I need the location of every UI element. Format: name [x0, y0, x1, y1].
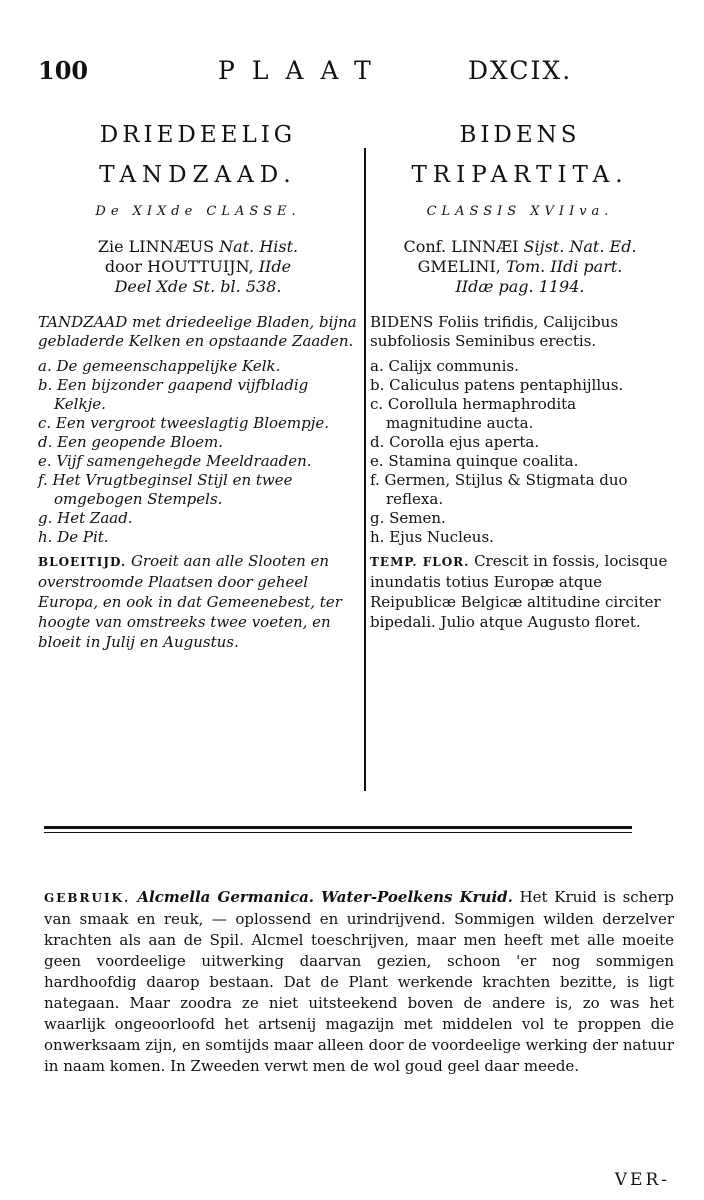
list-item: f. Germen, Stijlus & Stigmata duo reflexa.	[370, 471, 628, 508]
latin-ref-2b: Tom. IIdi part.	[505, 257, 623, 276]
dutch-class: De XIXde CLASSE.	[95, 204, 301, 219]
dutch-ref-2a: door HOUTTUIJN,	[104, 257, 259, 276]
page-header	[38, 56, 658, 92]
list-item: f. Het Vrugtbeginsel Stijl en twee omgebogen Stempels.	[38, 471, 293, 508]
latin-column	[370, 122, 670, 632]
usage-label: GEBRUIK.	[44, 891, 131, 905]
section-rule-thick	[44, 826, 632, 829]
dutch-flowering	[38, 551, 358, 652]
latin-flowering-label: TEMP. FLOR.	[370, 555, 470, 569]
list-item: c. Corollula hermaphrodita magnitudine aucta.	[370, 395, 577, 432]
catchword: VER-	[614, 1170, 670, 1190]
latin-ref-3: IIdæ pag. 1194.	[455, 277, 585, 296]
dutch-ref-1b: Nat. Hist.	[219, 237, 299, 256]
latin-title-line1: BIDENS	[459, 122, 581, 148]
dutch-ref-2b: IIde	[258, 257, 292, 276]
dutch-title-line1: DRIEDEELIG	[99, 122, 297, 148]
dutch-ref-1a: Zie LINNÆUS	[97, 237, 220, 256]
plate-number: DXCIX.	[468, 56, 573, 85]
list-item: a. De gemeenschappelijke Kelk.	[38, 357, 281, 375]
list-item: e. Vijf samengehegde Meeldraaden.	[38, 452, 312, 470]
usage-text: Het Kruid is scherp van smaak en reuk, — oplossend en urindrijvend. Sommigen wilden derzelver krachten als aan de Spil. Alcmel toeschrijven, maar men heeft met alle moeite geen voordeelige uitwerking daarvan gezien, schoon 'er nog sommigen hardhoofdig daarop bestaan. Dat de Plant werkende krachten bezitte, is ligt nategaan. Maar zoodra ze niet uitsteekend boven de andere is, zo was het waarlijk ongeoorloofd het artsenij magazijn met middelen vol te proppen die onwerksaam zijn, en somtijds maar alleen door de voordeelige werking der natuur in naam komen. In Zweeden verwt men de wol goud geel daar meede.	[44, 888, 674, 1075]
usage-paragraph	[44, 887, 674, 1077]
latin-class: CLASSIS XVIIva.	[426, 204, 614, 219]
column-divider	[364, 148, 366, 791]
latin-title-line2: TRIPARTITA.	[411, 162, 629, 188]
latin-ref-1a: Conf. LINNÆI	[403, 237, 524, 256]
dutch-flowering-text: Groeit aan alle Slooten en overstroomde Plaatsen door geheel Europa, en ook in dat Gemeenebest, ter hoogte van omstreeks twee voeten, en bloeit in Julij en Augustus.	[38, 552, 342, 651]
latin-flowering	[370, 551, 670, 632]
list-item: b. Caliculus patens pentaphijllus.	[370, 376, 624, 394]
usage-names: Alcmella Germanica. Water-Poelkens Kruid.	[130, 888, 513, 906]
page-number: 100	[38, 56, 89, 85]
list-item: d. Corolla ejus aperta.	[370, 433, 540, 451]
list-item: h. Ejus Nucleus.	[370, 528, 494, 546]
dutch-flowering-label: BLOEITIJD.	[38, 555, 127, 569]
dutch-ref-3: Deel Xde St. bl. 538.	[114, 277, 282, 296]
plate-label: PLAAT	[218, 56, 388, 85]
dutch-column	[38, 122, 358, 652]
latin-flowering-text: Crescit in fossis, locisque inundatis totius Europæ atque Reipublicæ Belgicæ altitudine circiter bipedali. Julio atque Augusto floret.	[370, 552, 668, 631]
dutch-title-line2: TANDZAAD.	[99, 162, 297, 188]
list-item: b. Een bijzonder gaapend vijfbladig Kelkje.	[38, 376, 309, 413]
latin-ref-2a: GMELINI,	[417, 257, 506, 276]
dutch-reference	[38, 237, 358, 297]
section-rule-thin	[44, 832, 632, 833]
list-item: c. Een vergroot tweeslagtig Bloempje.	[38, 414, 330, 432]
list-item: g. Het Zaad.	[38, 509, 133, 527]
dutch-description: TANDZAAD met driedeelige Bladen, bijna gebladerde Kelken en opstaande Zaaden.	[38, 313, 357, 350]
latin-ref-1b: Sijst. Nat. Ed.	[523, 237, 637, 256]
list-item: g. Semen.	[370, 509, 446, 527]
list-item: e. Stamina quinque coalita.	[370, 452, 579, 470]
latin-description: BIDENS Foliis trifidis, Calijcibus subfoliosis Seminibus erectis.	[370, 313, 619, 350]
latin-reference	[370, 237, 670, 297]
list-item: h. De Pit.	[38, 528, 109, 546]
list-item: a. Calijx communis.	[370, 357, 519, 375]
latin-figure-list	[370, 357, 670, 547]
list-item: d. Een geopende Bloem.	[38, 433, 224, 451]
dutch-figure-list	[38, 357, 358, 547]
